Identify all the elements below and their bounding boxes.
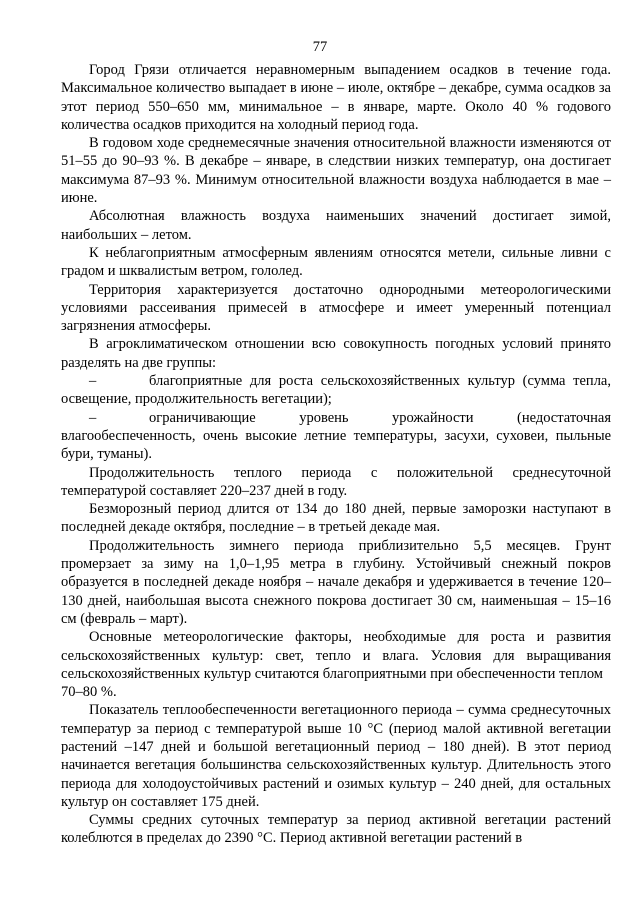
list-marker: – <box>89 373 97 390</box>
paragraph: В агроклиматическом отношении всю совокупность погодных условий принято разделять на две группы: <box>61 336 611 371</box>
paragraph: Основные метеорологические факторы, необходимые для роста и развития сельскохозяйственных культур: свет, тепло и влага. Условия для выращивания сельскохозяйственных культур считаются благоприятными при обеспеченности теплом <box>61 629 611 682</box>
paragraph: Безморозный период длится от 134 до 180 дней, первые заморозки наступают в последней декаде октября, последние – в третьей декаде мая. <box>61 501 611 536</box>
paragraph: Продолжительность теплого периода с положительной среднесуточной температурой составляет 220–237 дней в году. <box>61 464 611 499</box>
paragraph: Показатель теплообеспеченности вегетационного периода – сумма среднесуточных температур за период с температурой выше 10 °С (период малой активной вегетации растений –147 дней и большой вегетационный период – 180 дней). В этот период начинается вегетация большинства сельскохозяйственных культур. Длительность этого периода для холодоустойчивых растений и озимых культур – 240 дней, для остальных культур он составляет 175 дней. <box>61 702 611 810</box>
page-number: 77 <box>312 39 328 55</box>
list-item <box>61 409 611 464</box>
list-item-text: благоприятные для роста сельскохозяйственных культур (сумма тепла, освещение, продолжительность вегетации); <box>61 373 611 408</box>
list-marker: – <box>89 409 97 426</box>
paragraph: Абсолютная влажность воздуха наименьших значений достигает зимой, наибольших – летом. <box>61 208 611 243</box>
paragraph: Суммы средних суточных температур за период активной вегетации растений колеблются в пределах до 2390 °С. Период активной вегетации растений в <box>61 812 611 847</box>
paragraph: Продолжительность зимнего периода приблизительно 5,5 месяцев. Грунт промерзает за зиму на 1,0–1,95 метра в глубину. Устойчивый снежный покров образуется в последней декаде ноября – начале декабря и удерживается в течение 120–130 дней, наибольшая высота снежного покрова достигает 30 см, наименьшая – 15–16 см (февраль – март). <box>61 537 611 627</box>
paragraph-continuation: 70–80 %. <box>61 684 117 701</box>
list-item-text: ограничивающие уровень урожайности (недостаточная влагообеспеченность, очень высокие летние температуры, засухи, суховеи, пыльные бури, туманы). <box>61 409 611 463</box>
paragraph: Город Грязи отличается неравномерным выпадением осадков в течение года. Максимальное количество выпадает в июне – июле, октябре – декабре, сумма осадков за этот период 550–650 мм, минимальное – в январе, марте. Около 40 % годового количества осадков приходится на холодный период года. <box>61 62 611 133</box>
text-body <box>61 61 611 848</box>
paragraph: К неблагоприятным атмосферным явлениям относятся метели, сильные ливни с градом и шквалистым ветром, гололед. <box>61 244 611 280</box>
paragraph: В годовом ходе среднемесячные значения относительной влажности изменяются от 51–55 до 90–93 %. В декабре – январе, в следствии низких температур, она достигает максимума 87–93 %. Минимум относительной влажности воздуха наблюдается в мае – июне. <box>61 135 611 207</box>
paragraph: Территория характеризуется достаточно однородными метеорологическими условиями рассеивания примесей в атмосфере и имеет умеренный потенциал загрязнения атмосферы. <box>61 281 611 335</box>
list-item <box>61 372 611 409</box>
